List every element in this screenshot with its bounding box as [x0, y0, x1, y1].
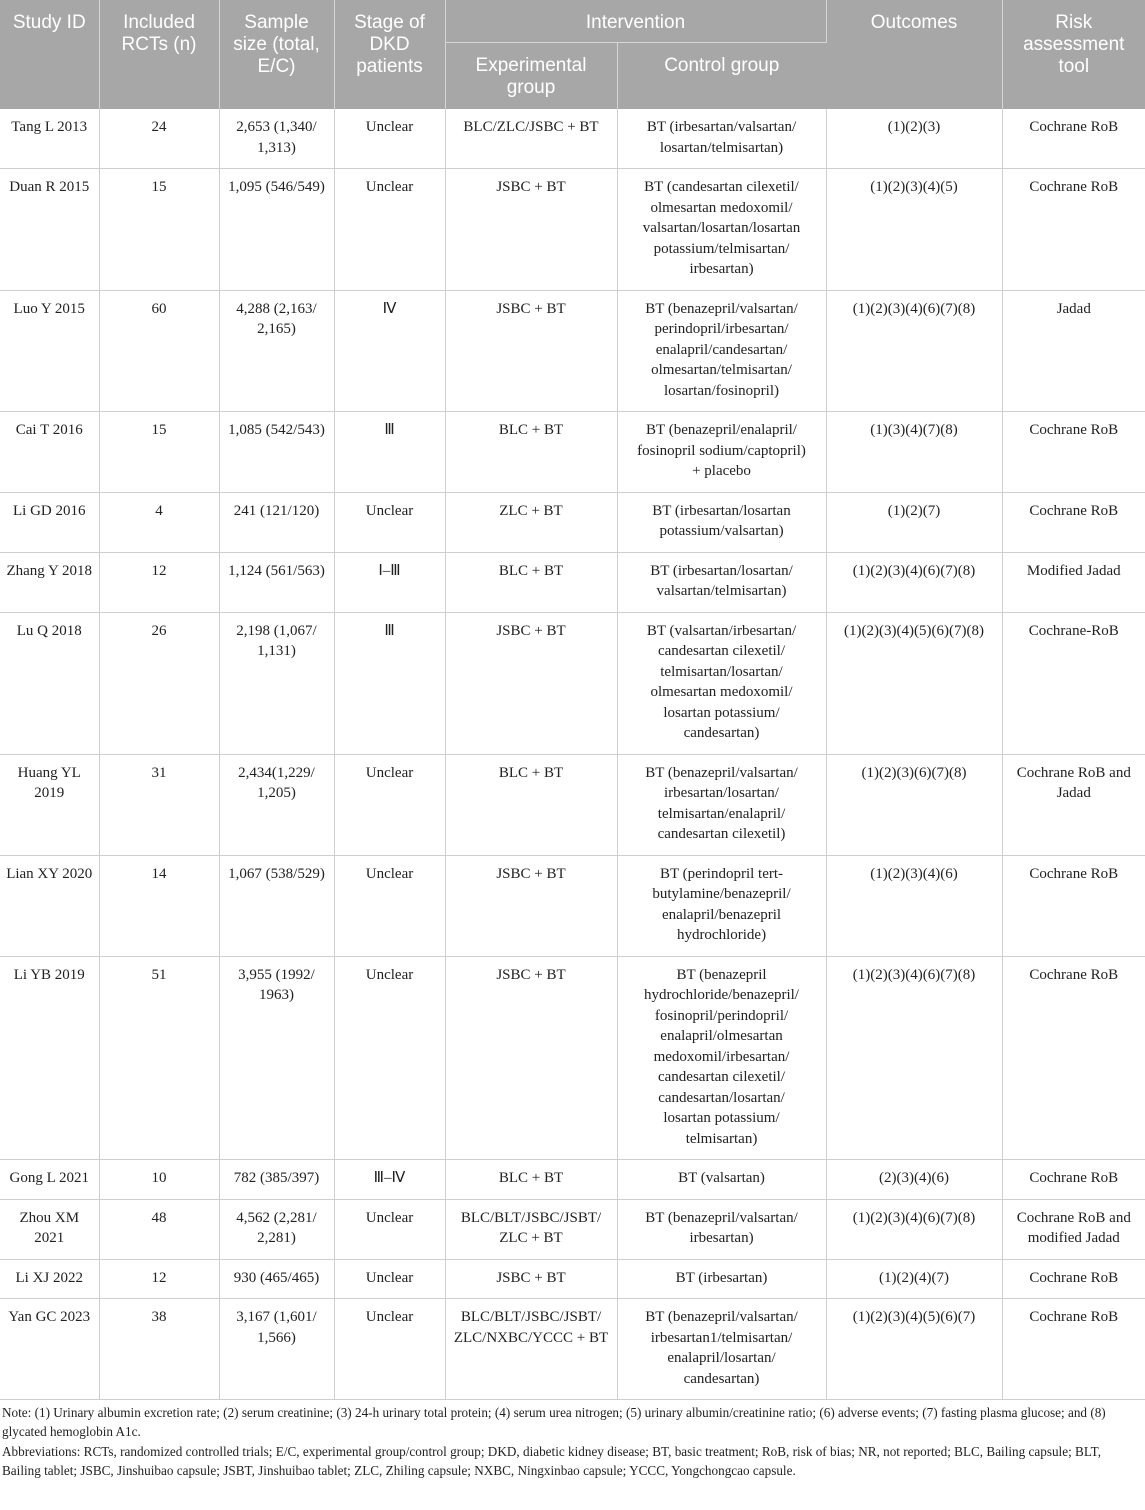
table-header: [0, 0, 1145, 109]
cell-control-group: BT (irbesartan/losartan potassium/valsartan): [617, 492, 826, 552]
cell-included-rcts: 12: [99, 552, 219, 612]
cell-stage: Ⅲ: [334, 412, 445, 493]
table-row: [0, 290, 1145, 412]
table-row: [0, 492, 1145, 552]
cell-experimental-group: BLC + BT: [445, 1160, 617, 1200]
header-study-id: Study ID: [0, 0, 99, 109]
cell-experimental-group: ZLC + BT: [445, 492, 617, 552]
cell-control-group: BT (irbesartan): [617, 1259, 826, 1299]
cell-included-rcts: 51: [99, 956, 219, 1160]
cell-included-rcts: 12: [99, 1259, 219, 1299]
cell-experimental-group: JSBC + BT: [445, 290, 617, 412]
cell-experimental-group: JSBC + BT: [445, 169, 617, 291]
cell-study-id: Zhang Y 2018: [0, 552, 99, 612]
cell-outcomes: (1)(2)(7): [826, 492, 1002, 552]
cell-included-rcts: 60: [99, 290, 219, 412]
cell-risk-tool: Cochrane RoB: [1002, 956, 1145, 1160]
cell-study-id: Gong L 2021: [0, 1160, 99, 1200]
header-control-group: Control group: [617, 43, 826, 110]
cell-risk-tool: Modified Jadad: [1002, 552, 1145, 612]
cell-stage: Ⅲ: [334, 612, 445, 754]
cell-risk-tool: Cochrane RoB: [1002, 492, 1145, 552]
cell-control-group: BT (irbesartan/losartan/ valsartan/telmisartan): [617, 552, 826, 612]
cell-sample-size: 1,085 (542/543): [219, 412, 334, 493]
header-included-rcts: Included RCTs (n): [99, 0, 219, 109]
cell-control-group: BT (candesartan cilexetil/ olmesartan medoxomil/ valsartan/losartan/losartan potassium/telmisartan/ irbesartan): [617, 169, 826, 291]
cell-control-group: BT (valsartan/irbesartan/ candesartan cilexetil/ telmisartan/losartan/ olmesartan medoxomil/ losartan potassium/ candesartan): [617, 612, 826, 754]
cell-experimental-group: JSBC + BT: [445, 956, 617, 1160]
cell-control-group: BT (benazepril/valsartan/ irbesartan1/telmisartan/ enalapril/losartan/ candesartan): [617, 1299, 826, 1400]
cell-study-id: Li XJ 2022: [0, 1259, 99, 1299]
cell-risk-tool: Cochrane-RoB: [1002, 612, 1145, 754]
cell-control-group: BT (valsartan): [617, 1160, 826, 1200]
table-row: [0, 1199, 1145, 1259]
cell-included-rcts: 14: [99, 855, 219, 956]
cell-risk-tool: Cochrane RoB: [1002, 412, 1145, 493]
table-row: [0, 612, 1145, 754]
cell-sample-size: 4,288 (2,163/ 2,165): [219, 290, 334, 412]
cell-outcomes: (1)(3)(4)(7)(8): [826, 412, 1002, 493]
cell-sample-size: 2,653 (1,340/ 1,313): [219, 109, 334, 169]
header-stage: Stage of DKD patients: [334, 0, 445, 109]
cell-sample-size: 2,198 (1,067/ 1,131): [219, 612, 334, 754]
cell-sample-size: 241 (121/120): [219, 492, 334, 552]
cell-experimental-group: BLC + BT: [445, 754, 617, 855]
cell-risk-tool: Cochrane RoB: [1002, 1160, 1145, 1200]
header-outcomes: Outcomes: [826, 0, 1002, 109]
cell-sample-size: 1,124 (561/563): [219, 552, 334, 612]
table-body: [0, 109, 1145, 1400]
table-row: [0, 754, 1145, 855]
cell-control-group: BT (benazepril/valsartan/ perindopril/irbesartan/ enalapril/candesartan/ olmesartan/telmisartan/ losartan/fosinopril): [617, 290, 826, 412]
cell-study-id: Lian XY 2020: [0, 855, 99, 956]
cell-included-rcts: 10: [99, 1160, 219, 1200]
cell-experimental-group: BLC + BT: [445, 552, 617, 612]
cell-experimental-group: BLC + BT: [445, 412, 617, 493]
cell-study-id: Huang YL 2019: [0, 754, 99, 855]
cell-study-id: Duan R 2015: [0, 169, 99, 291]
table-row: [0, 1160, 1145, 1200]
table-row: [0, 412, 1145, 493]
cell-risk-tool: Cochrane RoB: [1002, 1299, 1145, 1400]
cell-stage: Unclear: [334, 169, 445, 291]
cell-experimental-group: JSBC + BT: [445, 612, 617, 754]
cell-study-id: Lu Q 2018: [0, 612, 99, 754]
cell-outcomes: (1)(2)(3)(4)(6): [826, 855, 1002, 956]
cell-outcomes: (1)(2)(3)(4)(6)(7)(8): [826, 290, 1002, 412]
cell-included-rcts: 24: [99, 109, 219, 169]
cell-experimental-group: JSBC + BT: [445, 855, 617, 956]
cell-stage: Ⅳ: [334, 290, 445, 412]
cell-included-rcts: 4: [99, 492, 219, 552]
cell-control-group: BT (irbesartan/valsartan/ losartan/telmisartan): [617, 109, 826, 169]
cell-risk-tool: Cochrane RoB and Jadad: [1002, 754, 1145, 855]
cell-sample-size: 4,562 (2,281/ 2,281): [219, 1199, 334, 1259]
cell-stage: Unclear: [334, 492, 445, 552]
cell-stage: Ⅰ–Ⅲ: [334, 552, 445, 612]
cell-risk-tool: Cochrane RoB: [1002, 169, 1145, 291]
cell-experimental-group: BLC/BLT/JSBC/JSBT/ ZLC + BT: [445, 1199, 617, 1259]
table-row: [0, 169, 1145, 291]
abbreviations-note: Abbreviations: RCTs, randomized controlled trials; E/C, experimental group/control group; DKD, diabetic kidney disease; BT, basic treatment; RoB, risk of bias; NR, not reported; BLC, Bailing capsule; BLT, Bailing tablet; JSBC, Jinshuibao capsule; JSBT, Jinshuibao tablet; ZLC, Zhiling capsule; NXBC, Ningxinbao capsule; YCCC, Yongchongcao capsule.: [2, 1444, 1102, 1478]
cell-stage: Unclear: [334, 754, 445, 855]
cell-experimental-group: BLC/ZLC/JSBC + BT: [445, 109, 617, 169]
cell-stage: Ⅲ–Ⅳ: [334, 1160, 445, 1200]
cell-outcomes: (1)(2)(3)(4)(6)(7)(8): [826, 1199, 1002, 1259]
outcome-note: Note: (1) Urinary albumin excretion rate; (2) serum creatinine; (3) 24-h urinary total protein; (4) serum urea nitrogen; (5) urinary albumin/creatinine ratio; (6) adverse events; (7) fasting plasma glucose; and (8) glycated hemoglobin A1c.: [2, 1405, 1106, 1439]
cell-risk-tool: Cochrane RoB: [1002, 109, 1145, 169]
cell-study-id: Zhou XM 2021: [0, 1199, 99, 1259]
cell-outcomes: (1)(2)(3)(6)(7)(8): [826, 754, 1002, 855]
header-sample-size: Sample size (total, E/C): [219, 0, 334, 109]
cell-outcomes: (1)(2)(3)(4)(6)(7)(8): [826, 552, 1002, 612]
cell-experimental-group: JSBC + BT: [445, 1259, 617, 1299]
table-row: [0, 552, 1145, 612]
cell-study-id: Li YB 2019: [0, 956, 99, 1160]
cell-outcomes: (1)(2)(3): [826, 109, 1002, 169]
table-row: [0, 855, 1145, 956]
cell-control-group: BT (benazepril hydrochloride/benazepril/ fosinopril/perindopril/ enalapril/olmesartan medoxomil/irbesartan/ candesartan cilexetil/ candesartan/losartan/ losartan potassium/ telmisartan): [617, 956, 826, 1160]
cell-stage: Unclear: [334, 956, 445, 1160]
cell-outcomes: (1)(2)(3)(4)(5)(6)(7): [826, 1299, 1002, 1400]
cell-sample-size: 3,955 (1992/ 1963): [219, 956, 334, 1160]
cell-risk-tool: Cochrane RoB: [1002, 1259, 1145, 1299]
cell-included-rcts: 48: [99, 1199, 219, 1259]
cell-sample-size: 3,167 (1,601/ 1,566): [219, 1299, 334, 1400]
cell-included-rcts: 26: [99, 612, 219, 754]
cell-stage: Unclear: [334, 855, 445, 956]
table-row: [0, 1299, 1145, 1400]
cell-experimental-group: BLC/BLT/JSBC/JSBT/ ZLC/NXBC/YCCC + BT: [445, 1299, 617, 1400]
header-experimental-group: Experimental group: [445, 43, 617, 110]
cell-outcomes: (2)(3)(4)(6): [826, 1160, 1002, 1200]
cell-included-rcts: 31: [99, 754, 219, 855]
table-notes: [0, 1400, 1145, 1480]
cell-sample-size: 930 (465/465): [219, 1259, 334, 1299]
cell-included-rcts: 15: [99, 169, 219, 291]
cell-risk-tool: Cochrane RoB and modified Jadad: [1002, 1199, 1145, 1259]
table-row: [0, 1259, 1145, 1299]
cell-control-group: BT (benazepril/valsartan/ irbesartan): [617, 1199, 826, 1259]
cell-study-id: Li GD 2016: [0, 492, 99, 552]
cell-outcomes: (1)(2)(3)(4)(5)(6)(7)(8): [826, 612, 1002, 754]
table-row: [0, 109, 1145, 169]
cell-study-id: Tang L 2013: [0, 109, 99, 169]
cell-risk-tool: Cochrane RoB: [1002, 855, 1145, 956]
cell-study-id: Luo Y 2015: [0, 290, 99, 412]
cell-study-id: Yan GC 2023: [0, 1299, 99, 1400]
cell-risk-tool: Jadad: [1002, 290, 1145, 412]
cell-sample-size: 1,067 (538/529): [219, 855, 334, 956]
cell-sample-size: 782 (385/397): [219, 1160, 334, 1200]
cell-stage: Unclear: [334, 1299, 445, 1400]
cell-stage: Unclear: [334, 1199, 445, 1259]
cell-outcomes: (1)(2)(4)(7): [826, 1259, 1002, 1299]
cell-study-id: Cai T 2016: [0, 412, 99, 493]
cell-outcomes: (1)(2)(3)(4)(6)(7)(8): [826, 956, 1002, 1160]
cell-control-group: BT (benazepril/valsartan/ irbesartan/losartan/ telmisartan/enalapril/ candesartan cilexetil): [617, 754, 826, 855]
cell-sample-size: 1,095 (546/549): [219, 169, 334, 291]
cell-control-group: BT (perindopril tert- butylamine/benazepril/ enalapril/benazepril hydrochloride): [617, 855, 826, 956]
header-risk-tool: Risk assessment tool: [1002, 0, 1145, 109]
cell-included-rcts: 38: [99, 1299, 219, 1400]
table-row: [0, 956, 1145, 1160]
header-intervention: Intervention: [445, 0, 826, 43]
cell-control-group: BT (benazepril/enalapril/ fosinopril sodium/captopril) + placebo: [617, 412, 826, 493]
cell-stage: Unclear: [334, 109, 445, 169]
cell-sample-size: 2,434(1,229/ 1,205): [219, 754, 334, 855]
cell-outcomes: (1)(2)(3)(4)(5): [826, 169, 1002, 291]
cell-stage: Unclear: [334, 1259, 445, 1299]
cell-included-rcts: 15: [99, 412, 219, 493]
